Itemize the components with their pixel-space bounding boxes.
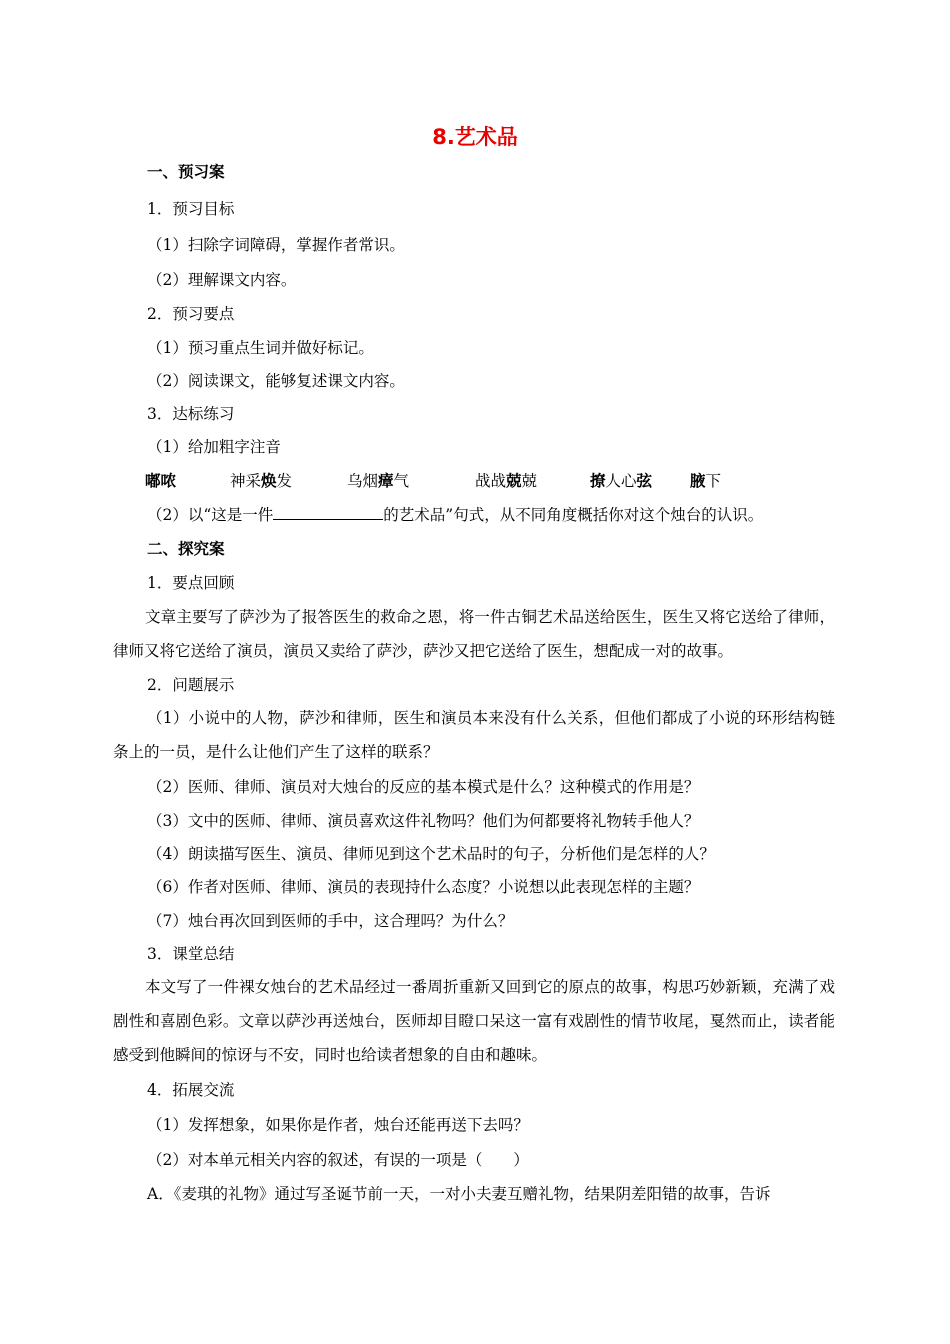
question-item: （7）烛台再次回到医师的手中，这合理吗？为什么？ (147, 912, 514, 930)
vocab-item: 撩人心弦 (590, 472, 653, 490)
subheading-questions: 2．问题展示 (147, 676, 235, 694)
vocab-item: 腋下 (690, 472, 722, 490)
fill-blank (273, 504, 383, 520)
key-item-2: （2）阅读课文，能够复述课文内容。 (147, 372, 405, 390)
extend-item-2: （2）对本单元相关内容的叙述，有误的一项是（ ） (147, 1151, 529, 1169)
practice-question-1: （1）给加粗字注音 (147, 438, 281, 456)
question-item: （3）文中的医师、律师、演员喜欢这件礼物吗？他们为何都要将礼物转手他人？ (147, 812, 700, 830)
key-item-1: （1）预习重点生词并做好标记。 (147, 339, 374, 357)
extend-item-1: （1）发挥想象，如果你是作者，烛台还能再送下去吗？ (147, 1116, 529, 1134)
question-item: （4）朗读描写医生、演员、律师见到这个艺术品时的句子，分析他们是怎样的人？ (147, 845, 715, 863)
question-item: （2）医师、律师、演员对大烛台的反应的基本模式是什么？这种模式的作用是？ (147, 778, 700, 796)
question-item: （6）作者对医师、律师、演员的表现持什么态度？小说想以此表现怎样的主题？ (147, 878, 700, 896)
option-a: A．《麦琪的礼物》通过写圣诞节前一天，一对小夫妻互赠礼物，结果阴差阳错的故事，告诉 (147, 1185, 771, 1203)
subheading-summary: 3．课堂总结 (147, 945, 235, 963)
summary-paragraph: 本文写了一件裸女烛台的艺术品经过一番周折重新又回到它的原点的故事，构思巧妙新颖，充满了戏剧性和喜剧色彩。文章以萨沙再送烛台，医师却目瞪口呆这一富有戏剧性的情节收尾，戛然而止，读者能感受到他瞬间的惊讶与不安，同时也给读者想象的自由和趣味。 (113, 978, 835, 1064)
goal-item-1: （1）扫除字词障碍，掌握作者常识。 (147, 236, 405, 254)
vocab-list (145, 469, 745, 493)
subheading-goals: 1．预习目标 (147, 200, 235, 218)
vocab-item: 神采焕发 (230, 472, 293, 490)
subheading-extend: 4．拓展交流 (147, 1081, 235, 1099)
vocab-item: 战战兢兢 (475, 472, 538, 490)
section-heading-preview: 一、预习案 (147, 163, 225, 181)
vocab-item: 乌烟瘴气 (347, 472, 410, 490)
subheading-review: 1．要点回顾 (147, 574, 235, 592)
goal-item-2: （2）理解课文内容。 (147, 271, 297, 289)
question-1: （1）小说中的人物，萨沙和律师，医生和演员本来没有什么关系，但他们都成了小说的环形结构链条上的一员，是什么让他们产生了这样的联系？ (113, 709, 835, 761)
subheading-key-points: 2．预习要点 (147, 305, 235, 323)
practice-question-2: （2）以“这是一件 的艺术品”句式，从不同角度概括你对这个烛台的认识。 (147, 506, 764, 524)
review-paragraph: 文章主要写了萨沙为了报答医生的救命之恩，将一件古铜艺术品送给医生，医生又将它送给了律师，律师又将它送给了演员，演员又卖给了萨沙，萨沙又把它送给了医生，想配成一对的故事。 (113, 608, 835, 660)
section-heading-explore: 二、探究案 (147, 540, 225, 558)
page-title: 8.艺术品 (432, 125, 518, 149)
vocab-item: 嘟哝 (145, 472, 177, 490)
subheading-practice: 3．达标练习 (147, 405, 235, 423)
